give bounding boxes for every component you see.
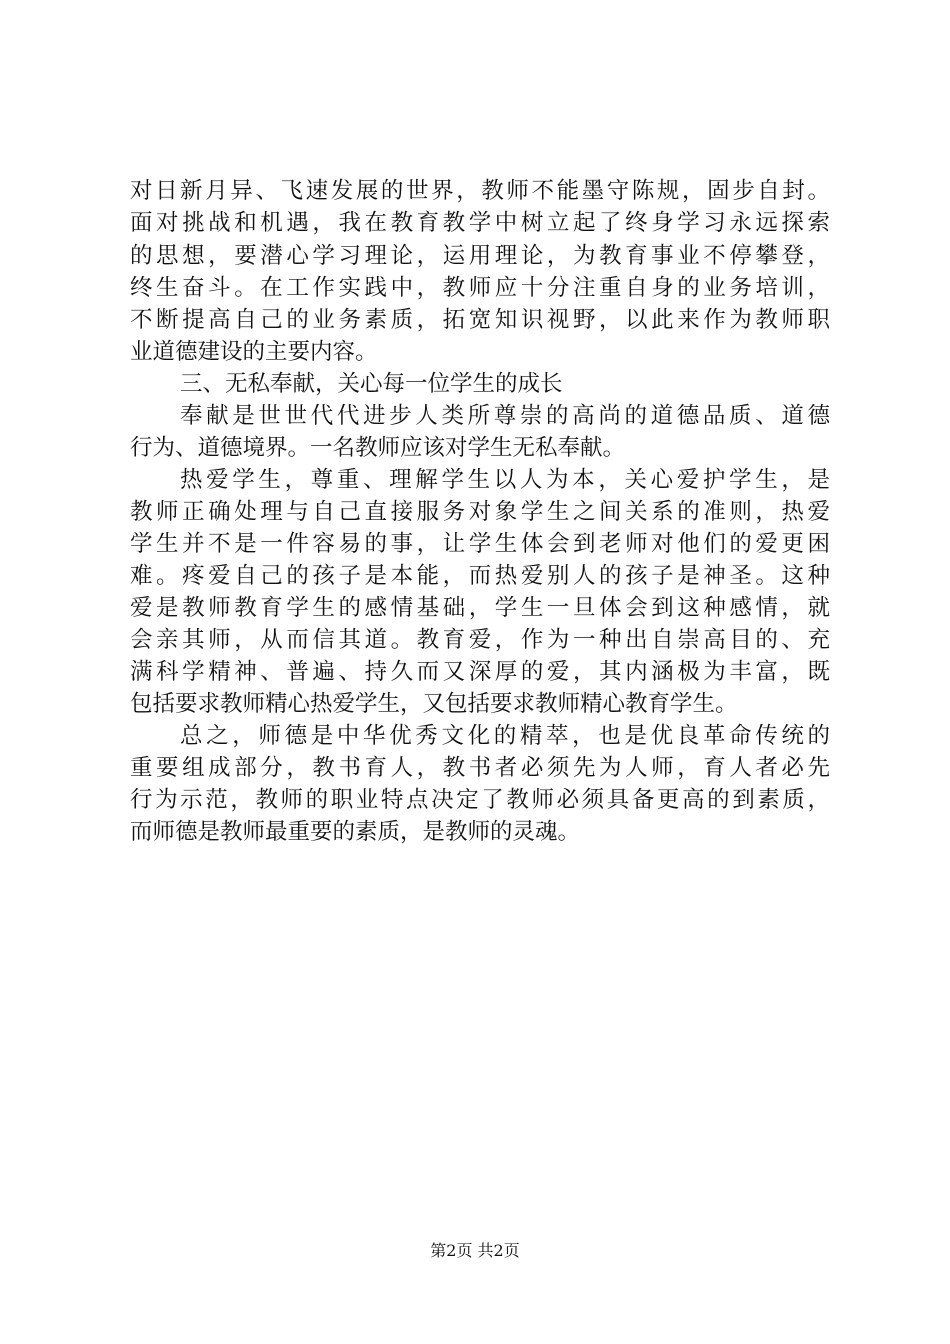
text-line: 的思想，要潜心学习理论，运用理论，为教育事业不停攀登，: [130, 243, 830, 269]
text-line: 而师德是教师最重要的素质，是教师的灵魂。: [130, 819, 581, 845]
text-line: 行为、道德境界。一名教师应该对学生无私奉献。: [130, 435, 626, 461]
section-heading: 三、无私奉献，关心每一位学生的成长: [180, 371, 563, 397]
text-line: 教师正确处理与自己直接服务对象学生之间关系的准则，热爱: [130, 499, 830, 525]
text-line: 包括要求教师精心热爱学生，又包括要求教师精心教育学生。: [130, 691, 738, 717]
text-line: 终生奋斗。在工作实践中，教师应十分注重自身的业务培训，: [130, 275, 830, 301]
text-line: 满科学精神、普遍、持久而又深厚的爱，其内涵极为丰富，既: [130, 659, 830, 685]
text-line: 学生并不是一件容易的事，让学生体会到老师对他们的爱更困: [130, 531, 830, 557]
text-line: 不断提高自己的业务素质，拓宽知识视野，以此来作为教师职: [130, 307, 830, 333]
paragraph-first-line: 热爱学生，尊重、理解学生以人为本，关心爱护学生，是: [180, 467, 830, 493]
text-line: 面对挑战和机遇，我在教育教学中树立起了终身学习永远探索: [130, 210, 830, 236]
text-line: 业道德建设的主要内容。: [130, 339, 378, 365]
text-line: 会亲其师，从而信其道。教育爱，作为一种出自崇高目的、充: [130, 627, 830, 653]
paragraph-first-line: 奉献是世世代代进步人类所尊崇的高尚的道德品质、道德: [180, 403, 830, 429]
text-line: 难。疼爱自己的孩子是本能，而热爱别人的孩子是神圣。这种: [130, 563, 830, 589]
text-line: 对日新月异、飞速发展的世界，教师不能墨守陈规，固步自封。: [130, 178, 830, 204]
paragraph-first-line: 总之，师德是中华优秀文化的精萃，也是优良革命传统的: [180, 723, 830, 749]
text-line: 行为示范，教师的职业特点决定了教师必须具备更高的到素质，: [130, 787, 830, 813]
page-number-footer: 第2页 共2页: [430, 1241, 520, 1260]
text-line: 爱是教师教育学生的感情基础，学生一旦体会到这种感情，就: [130, 595, 830, 621]
text-line: 重要组成部分，教书育人，教书者必须先为人师，育人者必先: [130, 755, 830, 781]
